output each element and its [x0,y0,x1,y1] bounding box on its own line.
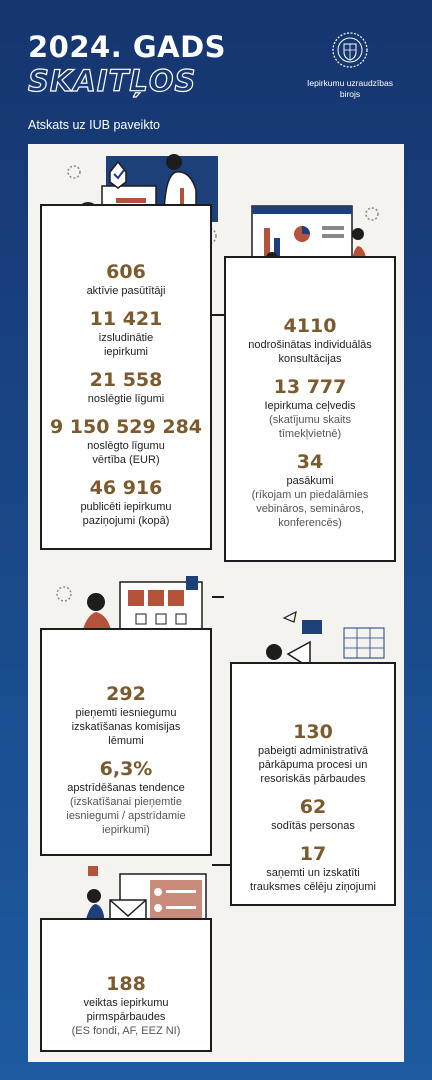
iub-logo [302,30,398,100]
title-year: 2024. GADS [28,30,227,64]
stat-label: noslēgto līgumu vērtība (EUR) [87,440,165,466]
stats-card-enforcement [230,662,396,906]
stat-label: nodrošinātas individuālās konsultācijas [248,339,372,365]
stat-administrative-proceedings [232,720,394,786]
stat-label: izsludinātie iepirkumi [98,332,154,358]
stat-value: 130 [293,721,333,743]
stats-card-prechecks [40,918,212,1052]
logo-text-line1: Iepirkumu uzraudzības [307,78,393,88]
logo-text-line2: birojs [339,89,361,99]
content-panel [28,144,404,1062]
stat-value: 6,3% [99,758,153,780]
stat-note: (ES fondi, AF, EEZ NI) [71,1025,181,1037]
stat-committee-decisions [42,682,210,748]
stat-label: publicēti iepirkumu paziņojumi (kopā) [80,501,172,527]
report-subtitle: Atskats uz IUB paveikto [28,118,161,132]
stat-value: 46 916 [89,477,163,499]
stat-value: 13 777 [273,376,347,398]
stat-value: 606 [106,261,146,283]
stat-value: 62 [299,796,327,818]
stat-contract-value [42,415,210,467]
title-subtitle: SKAITĻOS [28,64,197,98]
stats-card-procurement [40,204,212,550]
stat-note: (izskatīšanai pieņemtie iesniegumi / apstrīdamie iepirkumi) [66,796,186,836]
stat-whistleblower-reports [232,842,394,894]
coat-of-arms-icon [330,30,370,70]
stat-value: 34 [296,451,324,473]
stat-penalized-persons [232,795,394,833]
stat-active-contracting-authorities [42,260,210,298]
stat-label: pabeigti administratīvā pārkāpuma procesi un resoriskās pārbaudes [257,745,369,785]
stat-pre-checks [42,972,210,1038]
stat-value: 292 [106,683,146,705]
stat-individual-consultations [226,314,394,366]
stat-challenge-tendency [42,757,210,837]
header [28,30,408,140]
stat-announced-procurements [42,307,210,359]
stat-published-notices [42,476,210,528]
stat-value: 9 150 529 284 [49,416,203,438]
stat-label: Iepirkuma ceļvedis [264,400,356,412]
connector-line [212,596,224,598]
stat-label: noslēgtie līgumi [87,393,165,405]
stat-label: aktīvie pasūtītāji [86,285,166,297]
connector-line [212,314,224,316]
stat-label: saņemti un izskatīti trauksmes cēlēju ziņojumi [250,867,376,893]
stat-procurement-guide-views [226,375,394,441]
stat-note: (rīkojam un piedalāmies vebināros, semināros, konferencēs) [251,489,369,529]
stat-note: (skatījumu skaits tīmekļvietnē) [269,414,351,440]
stat-value: 21 558 [89,369,163,391]
stat-value: 11 421 [89,308,163,330]
stats-card-consultations [224,256,396,562]
stat-value: 4110 [283,315,337,337]
stat-label: pieņemti iesniegumu izskatīšanas komisijas lēmumi [71,707,181,747]
stat-label: veiktas iepirkumu pirmspārbaudes [83,997,169,1023]
stats-card-complaints [40,628,212,856]
stat-label: apstrīdēšanas tendence [67,782,185,794]
stat-value: 17 [299,843,327,865]
stat-events [226,450,394,530]
stat-label: pasākumi [286,475,334,487]
stat-concluded-contracts [42,368,210,406]
stat-label: sodītās personas [271,820,355,832]
stat-value: 188 [106,973,146,995]
connector-line [212,864,230,866]
